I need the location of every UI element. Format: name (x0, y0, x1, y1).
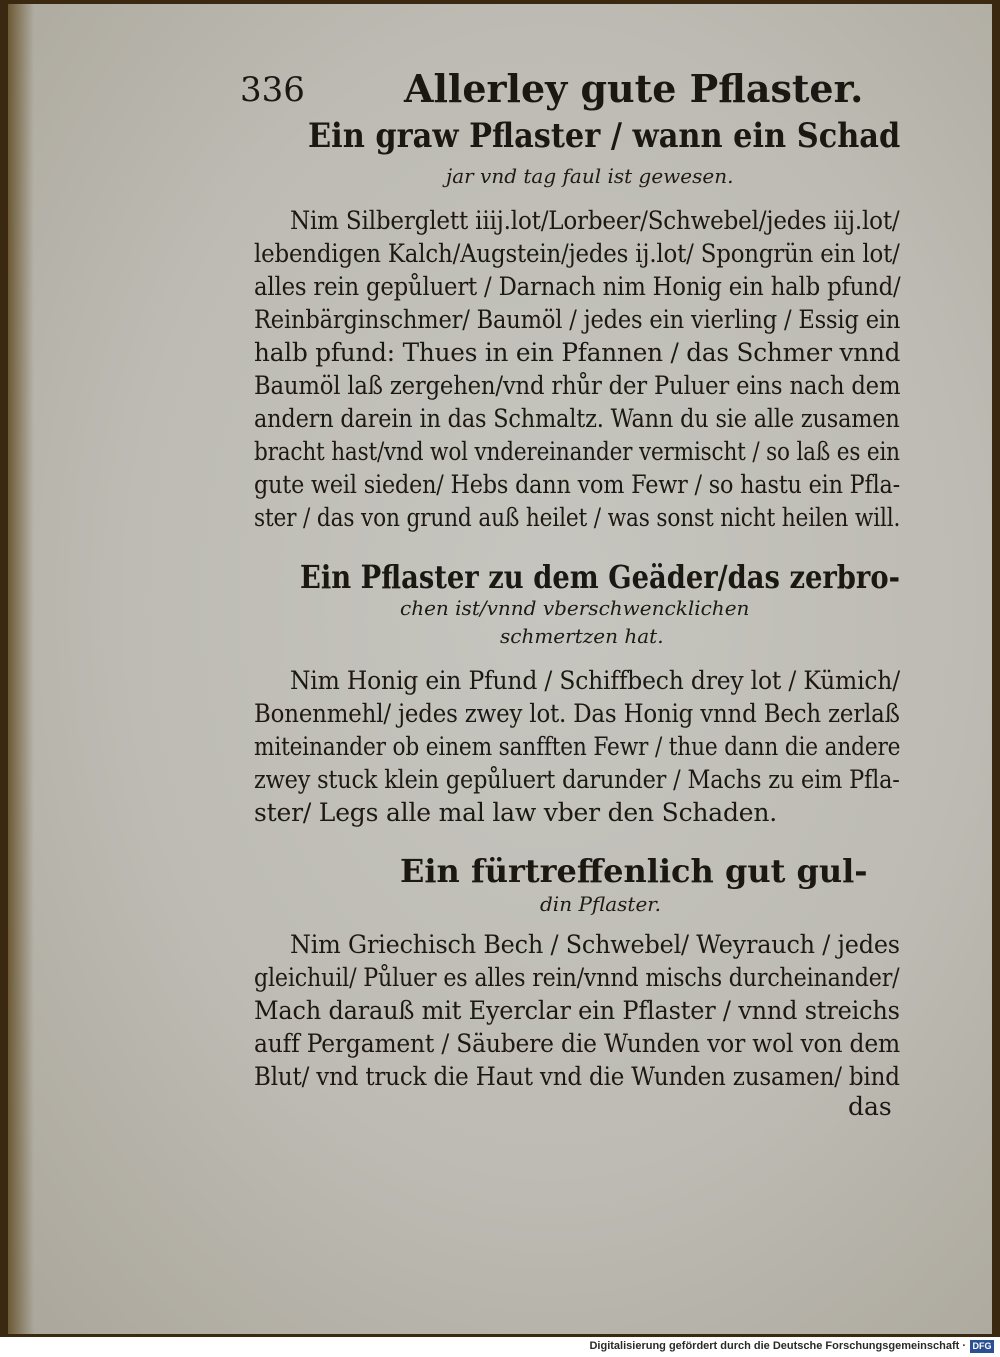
section-subheading-3: din Pflaster. (540, 892, 662, 916)
digitization-footer (0, 1337, 1000, 1357)
section-heading-3: Ein fürtreffenlich gut gul- (400, 852, 868, 890)
body-line: lebendigen Kalch/Augstein/jedes ij.lot/ Spongrün ein lot/ (254, 239, 900, 268)
section-heading-2: Ein Pflaster zu dem Geäder/das zerbro- (300, 558, 900, 596)
body-line: zwey stuck klein gepůluert darunder / Machs zu eim Pfla- (254, 765, 900, 794)
body-line: Bonenmehl/ jedes zwey lot. Das Honig vnnd Bech zerlaß (254, 699, 900, 728)
body-line: gleichuil/ Půluer es alles rein/vnnd mischs durcheinander/ (254, 963, 900, 992)
section-heading-1: Ein graw Pflaster / wann ein Schad (308, 116, 901, 156)
body-line: gute weil sieden/ Hebs dann vom Fewr / so hastu ein Pfla- (254, 470, 901, 499)
page-header (240, 66, 864, 116)
body-line: ster/ Legs alle mal law vber den Schaden. (254, 798, 778, 827)
body-line: miteinander ob einem sanfften Fewr / thue dann die andere (254, 732, 901, 761)
page-sheet (8, 4, 992, 1334)
body-line: bracht hast/vnd wol vndereinander vermischt / so laß es ein (254, 437, 900, 466)
funding-credit: Digitalisierung gefördert durch die Deutsche Forschungsgemeinschaft · (589, 1340, 966, 1352)
running-head: Allerley gute Pflaster. (404, 66, 864, 111)
body-line: Nim Griechisch Bech / Schwebel/ Weyrauch / jedes (290, 930, 900, 959)
body-line: Nim Silberglett iiij.lot/Lorbeer/Schwebel/jedes iij.lot/ (290, 206, 900, 235)
body-line: andern darein in das Schmaltz. Wann du sie alle zusamen (254, 404, 900, 433)
body-line: auff Pergament / Säubere die Wunden vor wol von dem (254, 1029, 900, 1058)
section-subheading-1: jar vnd tag faul ist gewesen. (446, 164, 734, 188)
dfg-logo-icon: DFG (970, 1340, 994, 1353)
body-line: Nim Honig ein Pfund / Schiffbech drey lot / Kümich/ (290, 666, 900, 695)
catchword: das (848, 1092, 892, 1121)
body-line: Baumöl laß zergehen/vnd rhůr der Puluer eins nach dem (254, 371, 901, 400)
section-subheading-2: chen ist/vnnd vberschwencklichen (400, 596, 750, 620)
body-line: Reinbärginschmer/ Baumöl / jedes ein vierling / Essig ein (254, 305, 901, 334)
body-line: Mach darauß mit Eyerclar ein Pflaster / vnnd streichs (254, 996, 900, 1025)
body-line: Blut/ vnd truck die Haut vnd die Wunden zusamen/ bind (254, 1062, 900, 1091)
section-subheading-2-line2: schmertzen hat. (500, 624, 664, 648)
body-line: halb pfund: Thues in ein Pfannen / das Schmer vnnd (254, 338, 901, 367)
body-line: ster / das von grund auß heilet / was sonst nicht heilen will. (254, 503, 901, 532)
page-number: 336 (240, 70, 305, 110)
body-line: alles rein gepůluert / Darnach nim Honig ein halb pfund/ (254, 272, 901, 301)
